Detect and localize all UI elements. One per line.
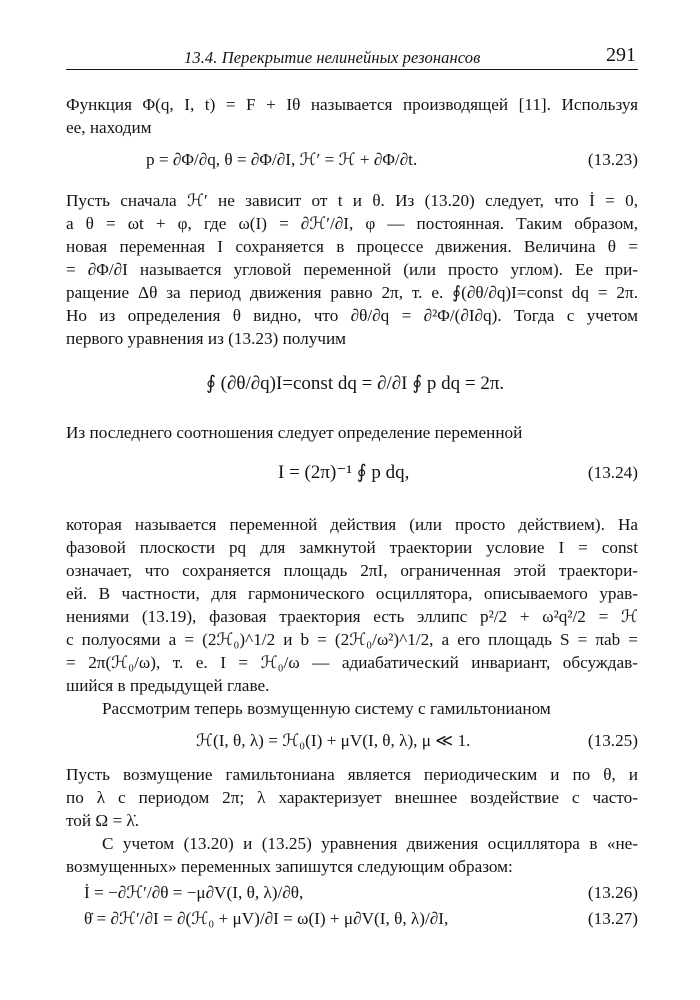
text-line: = 2π(ℋ₀/ω), т. е. I = ℋ₀/ω — адиабатический инвариант, обсуждав- <box>66 653 638 672</box>
text-line: Пусть возмущение гамильтониана является периодическим и по θ, и <box>66 765 638 784</box>
equation-formula: ∮ (∂θ/∂q)I=const dq = ∂/∂I ∮ p dq = 2π. <box>206 373 505 394</box>
equation-number: (13.24) <box>587 463 638 482</box>
equation-number: (13.26) <box>587 883 638 902</box>
text-line: ее, находим <box>66 118 152 137</box>
equation-formula: θ̇ = ∂ℋ′/∂I = ∂(ℋ₀ + μV)/∂I = ω(I) + μ∂V(I, θ, λ)/∂I, <box>84 909 449 928</box>
text-line: новая переменная I сохраняется в процессе движения. Величина θ = <box>66 237 638 256</box>
text-line: ращение Δθ за период движения равно 2π, т. е. ∮(∂θ/∂q)I=const dq = 2π. <box>66 283 638 302</box>
text-line: нениями (13.19), фазовая траектория есть эллипс p²/2 + ω²q²/2 = ℋ <box>66 607 638 626</box>
equation-number: (13.25) <box>587 731 638 750</box>
page-header <box>66 44 638 68</box>
text-line: фазовой плоскости pq для замкнутой траектории условие I = const <box>66 538 638 557</box>
text-line: той Ω = λ̇. <box>66 811 140 830</box>
equation-13-24 <box>66 443 638 503</box>
text-line: Рассмотрим теперь возмущенную систему с гамильтонианом <box>102 699 551 718</box>
equation-13-26 <box>66 880 638 906</box>
text-line: С учетом (13.20) и (13.25) уравнения движения осциллятора в «не- <box>102 834 638 853</box>
text-line: Из последнего соотношения следует определение переменной <box>66 423 523 442</box>
text-line: возмущенных» переменных запишутся следующим образом: <box>66 857 513 876</box>
running-title: 13.4. Перекрытие нелинейных резонансов <box>184 48 481 67</box>
equation-13-25 <box>66 728 638 754</box>
text-line: первого уравнения из (13.23) получим <box>66 329 347 348</box>
equation-13-27 <box>66 906 638 932</box>
text-line: Пусть сначала ℋ′ не зависит от t и θ. Из (13.20) следует, что İ = 0, <box>66 191 638 210</box>
text-line: = ∂Φ/∂I называется угловой переменной (или просто углом). Ее при- <box>66 260 638 279</box>
text-line: с полуосями a = (2ℋ₀)^1/2 и b = (2ℋ₀/ω²)^1/2, а его площадь S = πab = <box>66 630 638 649</box>
header-rule <box>66 69 638 70</box>
text-line: Функция Φ(q, I, t) = F + Iθ называется производящей [11]. Используя <box>66 95 638 114</box>
equation-formula: ℋ(I, θ, λ) = ℋ₀(I) + μV(I, θ, λ), μ ≪ 1. <box>196 731 471 750</box>
text-line: а θ = ωt + φ, где ω(I) = ∂ℋ′/∂I, φ — постоянная. Таким образом, <box>66 214 638 233</box>
text-line: по λ с периодом 2π; λ характеризует внешнее воздействие с часто- <box>66 788 638 807</box>
equation-13-23 <box>66 147 638 173</box>
equation-formula: p = ∂Φ/∂q, θ = ∂Φ/∂I, ℋ′ = ℋ + ∂Φ/∂t. <box>146 150 418 169</box>
equation-formula: I = (2π)⁻¹ ∮ p dq, <box>278 462 410 483</box>
text-line: шийся в предыдущей главе. <box>66 676 270 695</box>
text-line: которая называется переменной действия (или просто действием). На <box>66 515 638 534</box>
equation-number: (13.27) <box>587 909 638 928</box>
text-line: означает, что сохраняется площадь 2πI, ограниченная этой траектори- <box>66 561 638 580</box>
equation-number: (13.23) <box>587 150 638 169</box>
equation-unnumbered <box>66 354 638 414</box>
text-line: ей. В частности, для гармонического осциллятора, описываемого урав- <box>66 584 638 603</box>
equation-formula: İ = −∂ℋ′/∂θ = −μ∂V(I, θ, λ)/∂θ, <box>84 883 304 902</box>
text-line: Но из определения θ видно, что ∂θ/∂q = ∂²Φ/(∂I∂q). Тогда с учетом <box>66 306 638 325</box>
page-number: 291 <box>606 44 636 66</box>
